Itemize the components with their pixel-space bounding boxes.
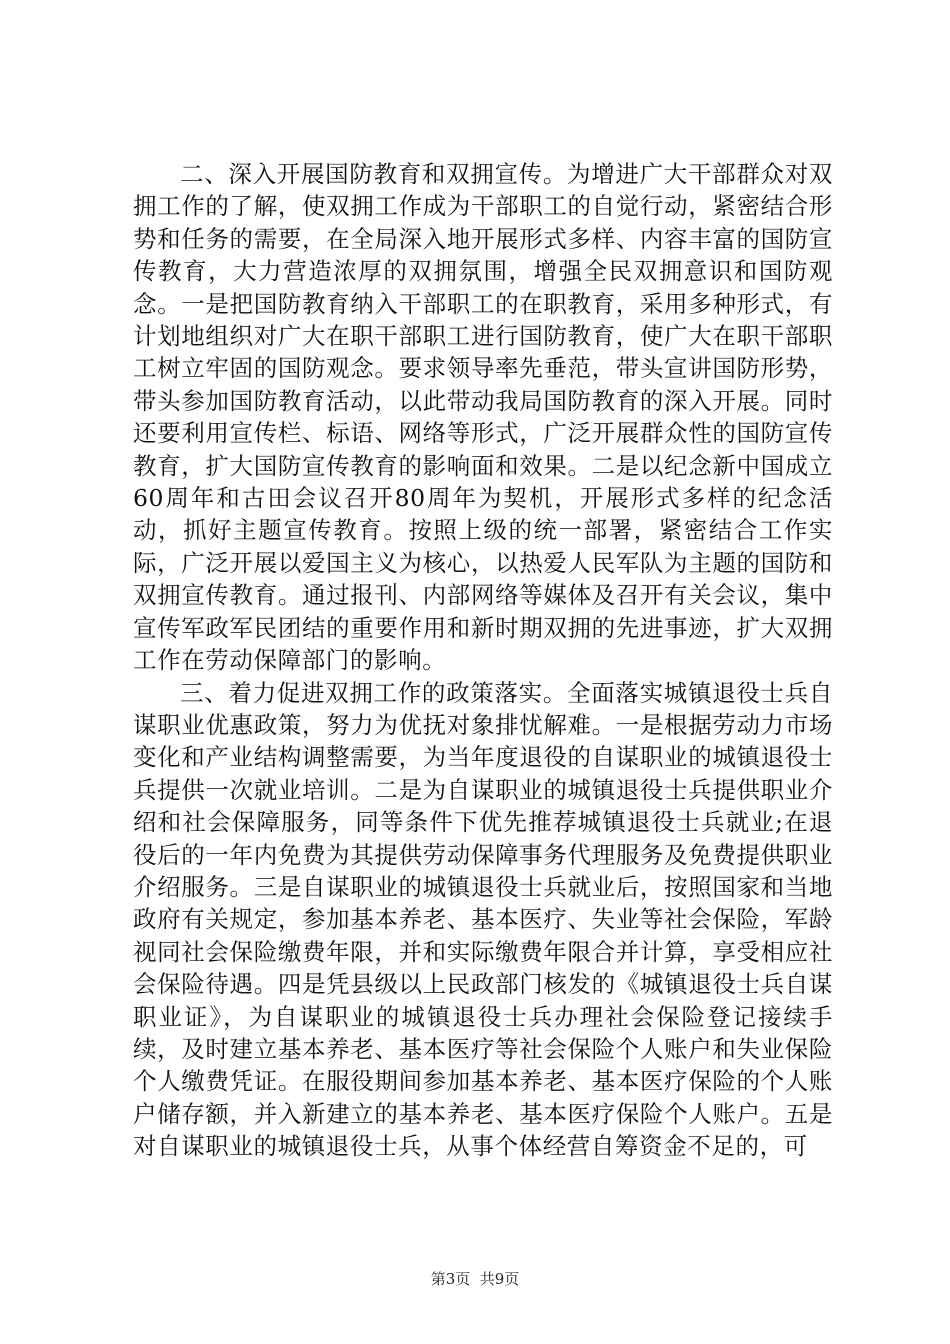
page-number: 第3页 共9页 bbox=[430, 1270, 520, 1288]
document-body bbox=[133, 158, 833, 1163]
paragraph-policy-implementation: 三、着力促进双拥工作的政策落实。全面落实城镇退役士兵自谋职业优惠政策，努力为优抚对象排忧解难。一是根据劳动力市场变化和产业结构调整需要，为当年度退役的自谋职业的城镇退役士兵提供一次就业培训。二是为自谋职业的城镇退役士兵提供职业介绍和社会保障服务，同等条件下优先推荐城镇退役士兵就业;在退役后的一年内免费为其提供劳动保障事务代理服务及免费提供职业介绍服务。三是自谋职业的城镇退役士兵就业后，按照国家和当地政府有关规定，参加基本养老、基本医疗、失业等社会保险，军龄视同社会保险缴费年限，并和实际缴费年限合并计算，享受相应社会保险待遇。四是凭县级以上民政部门核发的《城镇退役士兵自谋职业证》，为自谋职业的城镇退役士兵办理社会保险登记接续手续，及时建立基本养老、基本医疗等社会保险个人账户和失业保险个人缴费凭证。在服役期间参加基本养老、基本医疗保险的个人账户储存额，并入新建立的基本养老、基本医疗保险个人账户。五是对自谋职业的城镇退役士兵，从事个体经营自筹资金不足的，可 bbox=[133, 678, 833, 1161]
page-footer bbox=[0, 1269, 950, 1289]
paragraph-national-defense-education: 二、深入开展国防教育和双拥宣传。为增进广大干部群众对双拥工作的了解，使双拥工作成为干部职工的自觉行动，紧密结合形势和任务的需要，在全局深入地开展形式多样、内容丰富的国防宣传教育，大力营造浓厚的双拥氛围，增强全民双拥意识和国防观念。一是把国防教育纳入干部职工的在职教育，采用多种形式，有计划地组织对广大在职干部职工进行国防教育，使广大在职干部职工树立牢固的国防观念。要求领导率先垂范，带头宣讲国防形势，带头参加国防教育活动，以此带动我局国防教育的深入开展。同时还要利用宣传栏、标语、网络等形式，广泛开展群众性的国防宣传教育，扩大国防宣传教育的影响面和效果。二是以纪念新中国成立60周年和古田会议召开80周年为契机，开展形式多样的纪念活动，抓好主题宣传教育。按照上级的统一部署，紧密结合工作实际，广泛开展以爱国主义为核心，以热爱人民军队为主题的国防和双拥宣传教育。通过报刊、内部网络等媒体及召开有关会议，集中宣传军政军民团结的重要作用和新时期双拥的先进事迹，扩大双拥工作在劳动保障部门的影响。 bbox=[133, 160, 833, 675]
